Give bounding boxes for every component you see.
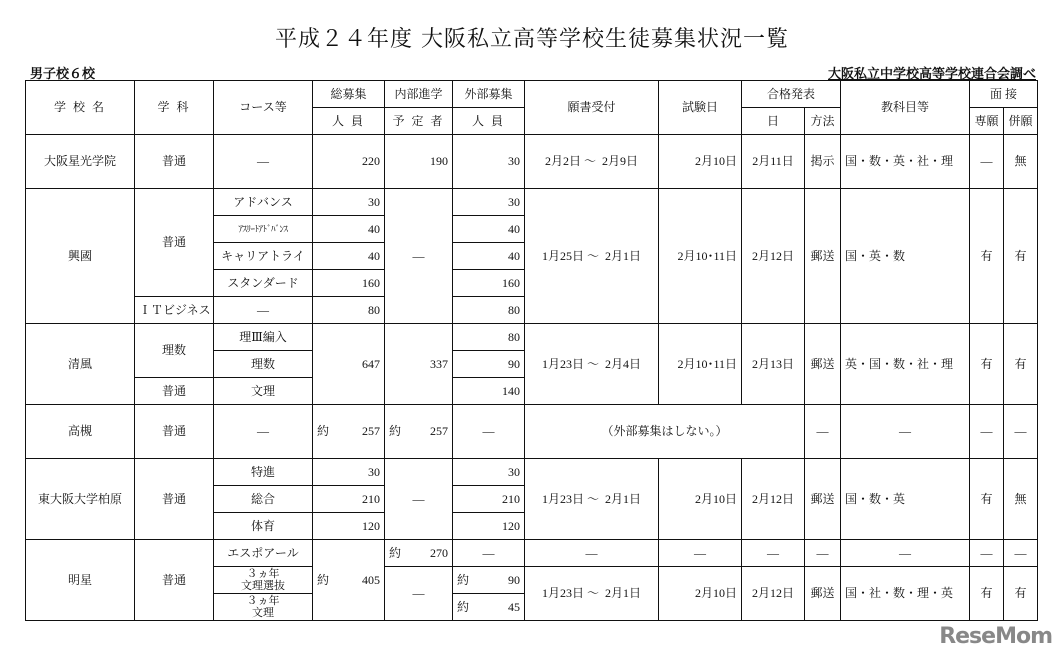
no-external-note: （外部募集はしない。） bbox=[525, 405, 805, 459]
result-method: 郵送 bbox=[805, 459, 841, 540]
external-value: 45 bbox=[508, 599, 520, 614]
external: 80 bbox=[453, 297, 525, 324]
heigan: — bbox=[1004, 405, 1038, 459]
heigan: 無 bbox=[1004, 459, 1038, 540]
result-method: 郵送 bbox=[805, 567, 841, 621]
course: 理Ⅲ編入 bbox=[214, 324, 313, 351]
approx-mark: 約 bbox=[457, 599, 470, 614]
external: — bbox=[453, 540, 525, 567]
exam: 2月10日 bbox=[659, 567, 742, 621]
total: 210 bbox=[313, 486, 385, 513]
sengan: 有 bbox=[970, 324, 1004, 405]
school-name: 明星 bbox=[26, 540, 135, 621]
internal-value: 270 bbox=[430, 545, 448, 560]
total: 30 bbox=[313, 189, 385, 216]
table-row bbox=[26, 459, 1038, 486]
exam: 2月10･11日 bbox=[659, 189, 742, 324]
sengan: — bbox=[970, 405, 1004, 459]
internal bbox=[385, 540, 453, 567]
heigan: 無 bbox=[1004, 135, 1038, 189]
dept: 普通 bbox=[135, 189, 214, 297]
heigan: — bbox=[1004, 540, 1038, 567]
table-row bbox=[26, 135, 1038, 189]
result-method: 郵送 bbox=[805, 324, 841, 405]
result-date: 2月12日 bbox=[742, 567, 805, 621]
table-row bbox=[26, 324, 1038, 351]
application: 2月2日 ～ 2月9日 bbox=[525, 135, 659, 189]
table-row bbox=[26, 540, 1038, 567]
dept: 普通 bbox=[135, 378, 214, 405]
col-course: コース等 bbox=[214, 81, 313, 135]
subjects: 国・社・数・理・英 bbox=[841, 567, 970, 621]
subjects: 英・国・数・社・理 bbox=[841, 324, 970, 405]
course: 文理 bbox=[214, 378, 313, 405]
recruitment-table bbox=[25, 80, 1038, 621]
total: 30 bbox=[313, 459, 385, 486]
total: 120 bbox=[313, 513, 385, 540]
col-exam: 試験日 bbox=[659, 81, 742, 135]
course: キャリアトライ bbox=[214, 243, 313, 270]
sengan: 有 bbox=[970, 567, 1004, 621]
approx-mark: 約 bbox=[389, 424, 402, 438]
col-result-method: 方法 bbox=[805, 108, 841, 135]
result-method: — bbox=[805, 540, 841, 567]
col-application: 願書受付 bbox=[525, 81, 659, 135]
school-name: 清風 bbox=[26, 324, 135, 405]
sengan: — bbox=[970, 135, 1004, 189]
dept: ＩＴビジネス bbox=[135, 297, 214, 324]
table-row bbox=[26, 189, 1038, 216]
application: 1月23日 ～ 2月1日 bbox=[525, 567, 659, 621]
approx-mark: 約 bbox=[389, 545, 402, 560]
external: 90 bbox=[453, 351, 525, 378]
course: 理数 bbox=[214, 351, 313, 378]
course: — bbox=[214, 297, 313, 324]
internal: 337 bbox=[385, 324, 453, 405]
result-method: — bbox=[805, 405, 841, 459]
external: 210 bbox=[453, 486, 525, 513]
course: スタンダード bbox=[214, 270, 313, 297]
external: 30 bbox=[453, 189, 525, 216]
source-note: 大阪私立中学校高等学校連合会調べ bbox=[827, 67, 1036, 82]
school-name: 高槻 bbox=[26, 405, 135, 459]
exam: — bbox=[659, 540, 742, 567]
col-internal: 内部進学 bbox=[385, 81, 453, 108]
total: 80 bbox=[313, 297, 385, 324]
total: 160 bbox=[313, 270, 385, 297]
school-name: 東大阪大学柏原 bbox=[26, 459, 135, 540]
page-title: 平成２４年度 大阪私立高等学校生徒募集状況一覧 bbox=[275, 27, 789, 52]
header-row bbox=[26, 81, 1038, 108]
total: 647 bbox=[313, 324, 385, 405]
course: 総合 bbox=[214, 486, 313, 513]
total bbox=[313, 540, 385, 621]
dept: 理数 bbox=[135, 324, 214, 378]
result-date: 2月12日 bbox=[742, 189, 805, 324]
total bbox=[313, 405, 385, 459]
application: 1月23日 ～ 2月4日 bbox=[525, 324, 659, 405]
course: アドバンス bbox=[214, 189, 313, 216]
approx-mark: 約 bbox=[457, 572, 470, 587]
col-heigan: 併願 bbox=[1004, 108, 1038, 135]
course: ３ヵ年 文理選抜 bbox=[214, 567, 313, 594]
col-result: 合格発表 bbox=[742, 81, 841, 108]
col-external-sub: 人 員 bbox=[453, 108, 525, 135]
heigan: 有 bbox=[1004, 324, 1038, 405]
course: — bbox=[214, 135, 313, 189]
total: 40 bbox=[313, 243, 385, 270]
sengan: 有 bbox=[970, 189, 1004, 324]
course: — bbox=[214, 405, 313, 459]
external: 40 bbox=[453, 243, 525, 270]
total: 220 bbox=[313, 135, 385, 189]
internal: — bbox=[385, 567, 453, 621]
col-subjects: 教科目等 bbox=[841, 81, 970, 135]
col-total-sub: 人 員 bbox=[313, 108, 385, 135]
external: 140 bbox=[453, 378, 525, 405]
sengan: 有 bbox=[970, 459, 1004, 540]
external bbox=[453, 594, 525, 621]
subjects: 国・英・数 bbox=[841, 189, 970, 324]
subjects: 国・数・英 bbox=[841, 459, 970, 540]
dept: 普通 bbox=[135, 459, 214, 540]
dept: 普通 bbox=[135, 540, 214, 621]
internal: — bbox=[385, 459, 453, 540]
course: 特進 bbox=[214, 459, 313, 486]
subjects: — bbox=[841, 405, 970, 459]
subjects: 国・数・英・社・理 bbox=[841, 135, 970, 189]
internal-value: 257 bbox=[430, 424, 448, 438]
external: 40 bbox=[453, 216, 525, 243]
school-name: 興國 bbox=[26, 189, 135, 324]
external: 120 bbox=[453, 513, 525, 540]
result-date: — bbox=[742, 540, 805, 567]
exam: 2月10日 bbox=[659, 135, 742, 189]
heigan: 有 bbox=[1004, 567, 1038, 621]
subjects: — bbox=[841, 540, 970, 567]
sengan: — bbox=[970, 540, 1004, 567]
result-method: 掲示 bbox=[805, 135, 841, 189]
result-date: 2月13日 bbox=[742, 324, 805, 405]
course: ３ヵ年 文理 bbox=[214, 594, 313, 621]
school-name: 大阪星光学院 bbox=[26, 135, 135, 189]
table-row bbox=[26, 405, 1038, 459]
heigan: 有 bbox=[1004, 189, 1038, 324]
application: 1月25日 ～ 2月1日 bbox=[525, 189, 659, 324]
col-interview: 面 接 bbox=[970, 81, 1038, 108]
approx-mark: 約 bbox=[317, 572, 330, 587]
total: 40 bbox=[313, 216, 385, 243]
external bbox=[453, 567, 525, 594]
external: 30 bbox=[453, 135, 525, 189]
resemom-watermark: ReseMom bbox=[939, 624, 1052, 649]
external: — bbox=[453, 405, 525, 459]
result-date: 2月12日 bbox=[742, 459, 805, 540]
internal: 190 bbox=[385, 135, 453, 189]
external: 160 bbox=[453, 270, 525, 297]
application: — bbox=[525, 540, 659, 567]
result-date: 2月11日 bbox=[742, 135, 805, 189]
col-result-date: 日 bbox=[742, 108, 805, 135]
application: 1月23日 ～ 2月1日 bbox=[525, 459, 659, 540]
external-value: 90 bbox=[508, 572, 520, 587]
approx-mark: 約 bbox=[317, 424, 330, 438]
col-sengan: 専願 bbox=[970, 108, 1004, 135]
exam: 2月10･11日 bbox=[659, 324, 742, 405]
dept: 普通 bbox=[135, 405, 214, 459]
col-external: 外部募集 bbox=[453, 81, 525, 108]
course: エスポアール bbox=[214, 540, 313, 567]
internal: — bbox=[385, 189, 453, 324]
col-total: 総募集 bbox=[313, 81, 385, 108]
course: ｱｽﾘｰﾄｱﾄﾞﾊﾞﾝｽ bbox=[214, 216, 313, 243]
course: 体育 bbox=[214, 513, 313, 540]
total-value: 257 bbox=[362, 424, 380, 438]
result-method: 郵送 bbox=[805, 189, 841, 324]
col-dept: 学 科 bbox=[135, 81, 214, 135]
category-label: 男子校６校 bbox=[30, 67, 96, 82]
col-school: 学 校 名 bbox=[26, 81, 135, 135]
total-value: 405 bbox=[362, 572, 380, 587]
external: 30 bbox=[453, 459, 525, 486]
dept: 普通 bbox=[135, 135, 214, 189]
col-internal-sub: 予 定 者 bbox=[385, 108, 453, 135]
external: 80 bbox=[453, 324, 525, 351]
internal bbox=[385, 405, 453, 459]
exam: 2月10日 bbox=[659, 459, 742, 540]
